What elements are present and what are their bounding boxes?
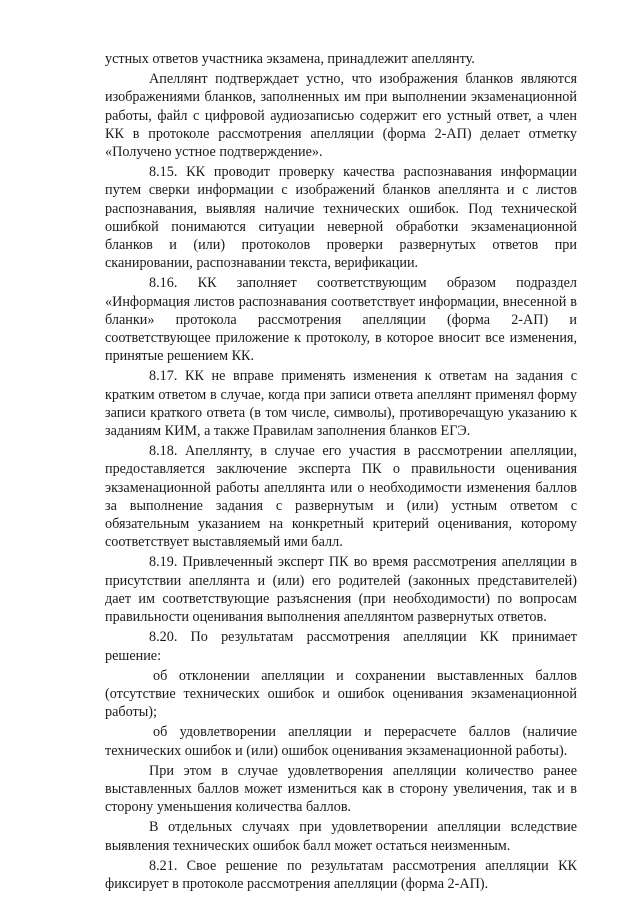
paragraph-decision-accept: об удовлетворении апелляции и перерасчете баллов (наличие технических ошибок и (или) ошибок оценивания экзаменационной работы). <box>105 724 577 759</box>
paragraph-8-15: 8.15. КК проводит проверку качества распознавания информации путем сверки информации с изображений бланков апеллянта и с листов распознавания, выявляя наличие технических ошибок. Под технической ошибкой понимаются ситуации неверной обработки экзаменационной бланков и (или) протоколов проверки развернутых ответов при сканировании, распознавании текста, верификации. <box>105 164 577 272</box>
paragraph-8-20: 8.20. По результатам рассмотрения апелляции КК принимает решение: <box>105 629 577 664</box>
paragraph-8-18: 8.18. Апеллянту, в случае его участия в рассмотрении апелляции, предоставляется заключение эксперта ПК о правильности оценивания экзаменационной работы апеллянта или о необходимости изменения баллов за выполнение задания с развернутым и (или) устным ответом с обязательным указанием на конкретный критерий оценивания, которому соответствует выставляемый ими балл. <box>105 443 577 551</box>
paragraph-continuation: устных ответов участника экзамена, принадлежит апеллянту. <box>105 51 475 67</box>
paragraph-score-unchanged: В отдельных случаях при удовлетворении апелляции вследствие выявления технических ошибок балл может остаться неизменным. <box>105 819 577 854</box>
paragraph-8-16: 8.16. КК заполняет соответствующим образом подраздел «Информация листов распознавания соответствует информации, внесенной в бланки» протокола рассмотрения апелляции (форма 2-АП) и соответствующее приложение к протоколу, в которое вносит все изменения, принятые решением КК. <box>105 275 577 365</box>
document-body <box>105 50 577 895</box>
paragraph-8-21: 8.21. Свое решение по результатам рассмотрения апелляции КК фиксирует в протоколе рассмотрения апелляции (форма 2-АП). <box>105 857 577 892</box>
paragraph-confirmation: Апеллянт подтверждает устно, что изображения бланков являются изображениями бланков, заполненных им при выполнении экзаменационной работы, файл с цифровой аудиозаписью содержит его устный ответ, а член КК в протоколе рассмотрения апелляции (форма 2-АП) делает отметку «Получено устное подтверждение». <box>105 71 577 161</box>
paragraph-score-change: При этом в случае удовлетворения апелляции количество ранее выставленных баллов может измениться как в сторону увеличения, так и в сторону уменьшения количества баллов. <box>105 762 577 816</box>
paragraph-decision-reject: об отклонении апелляции и сохранении выставленных баллов (отсутствие технических ошибок и ошибок оценивания экзаменационной работы); <box>105 667 577 721</box>
paragraph-8-19: 8.19. Привлеченный эксперт ПК во время рассмотрения апелляции в присутствии апеллянта и (или) его родителей (законных представителей) дает им соответствующие разъяснения (при необходимости) по вопросам правильности оценивания выполнения апеллянтом развернутых ответов. <box>105 554 577 626</box>
paragraph-8-17: 8.17. КК не вправе применять изменения к ответам на задания с кратким ответом в случае, когда при записи ответа апеллянт применял форму записи краткого ответа (в том числе, символы), противоречащую указанию к заданиям КИМ, а также Правилам заполнения бланков ЕГЭ. <box>105 368 577 440</box>
